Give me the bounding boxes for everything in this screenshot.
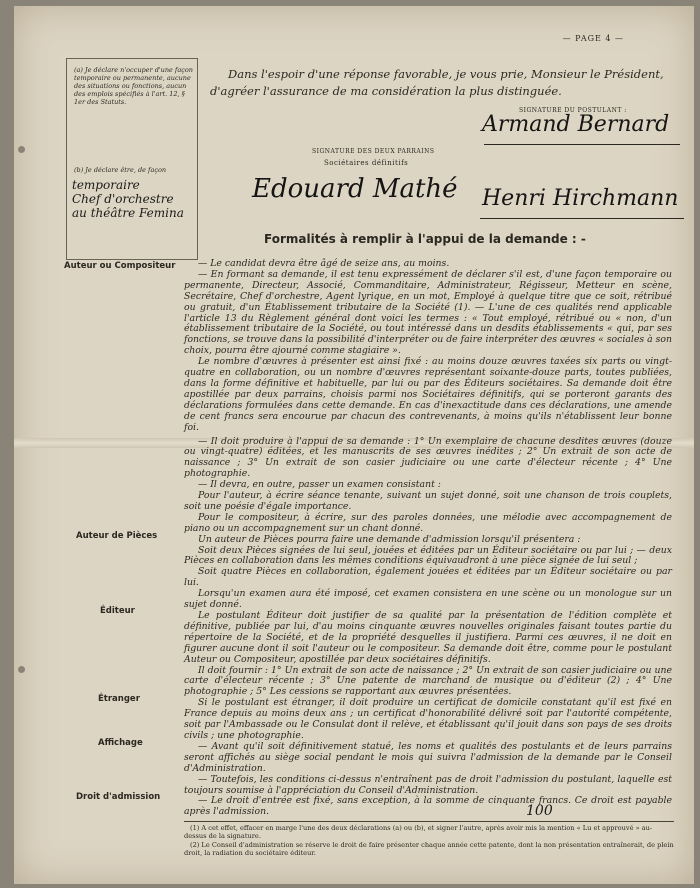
footnote: (1) A cet effet, effacer en marge l'une des deux déclarations (a) ou (b), et signer l'autre, après avoir mis la mention « Lu et approuvé » au-dessus de la signature. <box>184 824 653 841</box>
label-etranger: Étranger <box>98 694 140 704</box>
paragraph: — Le candidat devra être âgé de seize ans, au moins. <box>198 258 450 269</box>
footnote-rule <box>184 821 674 822</box>
paragraph: Pour le compositeur, à écrire, sur des paroles données, une mélodie avec accompagnement de piano ou un accompagnement sur un chant donné. <box>184 511 672 534</box>
label-affichage: Affichage <box>98 738 143 748</box>
postulant-signature-label: SIGNATURE DU POSTULANT : <box>519 107 627 114</box>
section-heading: Formalités à remplir à l'appui de la demande : - <box>264 232 586 246</box>
paragraph: Le nombre d'œuvres à présenter est ainsi fixé : au moins douze œuvres taxées six parts ou vingt-quatre en collaboration, ou un nombre d'œuvres représentant soixante-douze parts, toutes publiées, dans la forme définitive et habituelle, par lui ou par des Éditeurs sociétaires. Sa demande doit être apostillée par deux parrains, choisis parmi nos Sociétaires définitifs, qui se porteront garants des déclarations formulées dans cette demande. En cas d'inexactitude dans ces déclarations, une amende de cent francs sera encourue par chacun des contrevenants, à moins qu'ils n'établissent leur bonne foi. <box>184 356 672 433</box>
paragraph: Pour l'auteur, à écrire séance tenante, suivant un sujet donné, soit une chanson de trois couplets, soit une poésie d'égale importance. <box>184 490 672 512</box>
punch-hole <box>18 146 25 153</box>
signature-underline <box>484 144 680 145</box>
parrains-signature-label: SIGNATURE DES DEUX PARRAINS <box>312 148 435 155</box>
paragraph: — Il devra, en outre, passer un examen consistant : <box>198 479 441 491</box>
paragraph: Si le postulant est étranger, il doit produire un certificat de domicile constatant qu'il est fixé en France depuis au moins deux ans ; un certificat d'honorabilité délivré soit par l'autorité compétente, soit par l'Ambassade ou le Consulat dont il relève, et établissant qu'il jouit dans son pays de ses droits civils ; une photographie. <box>184 697 672 741</box>
label-editeur: Éditeur <box>100 606 135 616</box>
signature-underline <box>480 218 684 219</box>
paragraph: Soit quatre Pièces en collaboration, également jouées et éditées par un Éditeur sociétaire ou par lui. <box>184 566 672 589</box>
punch-hole <box>18 666 25 673</box>
footnote: (2) Le Conseil d'administration se réserve le droit de faire présenter chaque année cette patente, dont la non présentation entraînerait, de plein droit, la radiation du sociétaire éditeur. <box>184 840 674 857</box>
closing-formula: Dans l'espoir d'une réponse favorable, je vous prie, Monsieur le Président, d'agréer l'assurance de ma considération la plus distinguée. <box>210 67 664 98</box>
paragraph: — Il doit produire à l'appui de sa demande : 1° Un exemplaire de chacune desdites œuvres (douze ou vingt-quatre) éditées, et les manuscrits de ses œuvres inédites ; 2° Un extrait de son acte de naissance ; 3° Un extrait de son casier judiciaire ou une carte d'électeur récente ; 4° Une photographie. <box>184 435 672 480</box>
paragraph: Le postulant Éditeur doit justifier de sa qualité par la présentation de l'édition complète et définitive, publiée par lui, d'au moins cinquante œuvres nouvelles originales faisant toutes partie du répertoire de la Société, et de la propriété desquelles il justifiera. Parmi ces œuvres, il ne doit en figurer aucune dont il soit l'auteur ou le compositeur. Sa demande doit être, comme pour le postulant Auteur ou Compositeur, apostillée par deux sociétaires définitifs. <box>184 610 672 665</box>
label-droit-admission: Droit d'admission <box>76 792 161 802</box>
paragraph: Lorsqu'un examen aura été imposé, cet examen consistera en une scène ou un monologue sur un sujet donné. <box>184 588 672 611</box>
document-page <box>14 6 694 884</box>
paragraph: — Toutefois, les conditions ci-dessus n'entraînent pas de droit l'admission du postulant, laquelle est toujours soumise à l'appréciation du Conseil d'Administration. <box>184 773 672 796</box>
label-auteur-compositeur: Auteur ou Compositeur <box>64 261 176 271</box>
rules-text <box>184 259 672 818</box>
paragraph: Soit deux Pièces signées de lui seul, jouées et éditées par un Éditeur sociétaire ou par lui ; — deux Pièces en collaboration dans les mêmes conditions équivaudront à une pièce signée de lui seul ; <box>184 544 672 567</box>
footnotes <box>184 824 674 857</box>
page-number: — PAGE 4 — <box>562 34 624 43</box>
label-auteur-pieces: Auteur de Pièces <box>76 531 158 541</box>
societaires-label: Sociétaires définitifs <box>324 159 409 167</box>
parrain-signature-1: Edouard Mathé <box>252 174 458 204</box>
paragraph: — Le droit d'entrée est fixé, sans exception, à la somme de cinquante francs. Ce droit est payable après l'admission. <box>184 795 672 818</box>
declaration-a: (a) Je déclare n'occuper d'une façon temporaire ou permanente, aucune des situations ou fonctions, aucun des emplois spécifiés à l'art. 12, § 1er des Statuts. <box>74 66 193 106</box>
paragraph: — En formant sa demande, il est tenu expressément de déclarer s'il est, d'une façon temporaire ou permanente, Directeur, Associé, Commanditaire, Administrateur, Régisseur, Metteur en scène, Secrétaire, Chef d'orchestre, Agent lyrique, en un mot, Employé à quelque titre que ce soit, rétribué ou gratuit, d'un Établissement tributaire de la Société (1). — L'une de ces qualités rend applicable l'article 13 du Règlement général dont voici les termes : « Tout employé, rétribué ou « non, d'un établissement tributaire de la Société, ou tout intéressé dans un desdits établissements « qui, par ses fonctions, se trouve dans la possibilité d'interpréter ou de faire interpréter des œuvres « sociales à son choix, pourra être ajourné comme stagiaire ». <box>184 268 672 357</box>
declaration-b: (b) Je déclare être, de façon <box>74 166 167 174</box>
handwritten-amount: 100 <box>526 803 553 819</box>
parrain-signature-2: Henri Hirchmann <box>482 186 679 211</box>
handwritten-declaration: temporaire Chef d'orchestre au théâtre Femina <box>72 178 184 220</box>
paragraph: Un auteur de Pièces pourra faire une demande d'admission lorsqu'il présentera : <box>198 533 581 545</box>
postulant-signature: Armand Bernard <box>482 112 670 137</box>
paragraph: — Avant qu'il soit définitivement statué, les noms et qualités des postulants et de leurs parrains seront affichés au siège social pendant le mois qui suivra l'admission de la demande par le Conseil d'Administration. <box>184 740 672 774</box>
paragraph: Il doit fournir : 1° Un extrait de son acte de naissance ; 2° Un extrait de son casier judiciaire ou une carte d'électeur récente ; 3° Une patente de marchand de musique ou d'éditeur (2) ; 4° Une photographie ; 5° Les cessions se rapportant aux œuvres présentées. <box>184 664 672 698</box>
